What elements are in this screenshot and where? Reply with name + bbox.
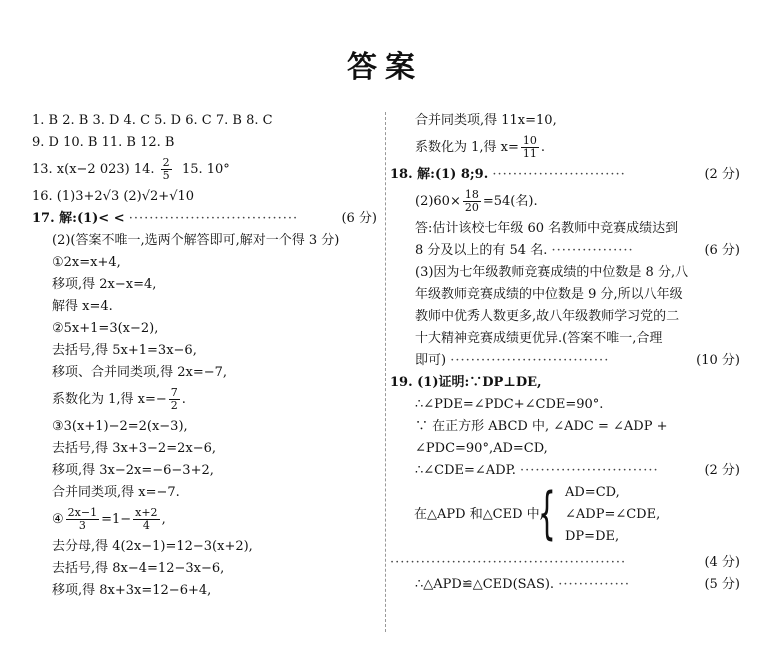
solution-step: (3)因为七年级教师竞赛成绩的中位数是 8 分,八 xyxy=(415,265,689,280)
step-text: ④ xyxy=(52,512,64,527)
solution-step: 去括号,得 5x+1=3x−6, xyxy=(52,343,197,358)
solution-step: 系数化为 1,得 x= $\frac{10}{11}$ . xyxy=(415,134,546,160)
solution-step xyxy=(390,186,740,218)
q17-label: 17. 解:(1)< < xyxy=(32,211,125,226)
score-mark: (5 分) xyxy=(704,577,740,592)
leader-dots: ·············································· xyxy=(390,555,627,570)
column-divider xyxy=(385,112,386,632)
solution-step: ②5x+1=3(x−2), xyxy=(52,321,159,336)
score-mark: (6 分) xyxy=(704,243,740,258)
step-text: 8 分及以上的有 54 名. xyxy=(415,243,548,258)
left-brace-icon: { xyxy=(538,481,556,546)
solution-step: 年级教师竞赛成绩的中位数是 9 分,所以八年级 xyxy=(415,287,683,302)
answers-13-14: 13. x(x−2 023) 14. xyxy=(32,162,155,177)
answer-line-9-12: 9. D 10. B 11. B 12. B xyxy=(32,135,175,150)
q19-heading: 19. (1)证明:∵DP⊥DE, xyxy=(390,375,542,390)
step-text: =54(名). xyxy=(482,194,538,209)
fraction-denominator: 5 xyxy=(162,169,170,182)
solution-step xyxy=(390,240,740,262)
condition: ∠ADP=∠CDE, xyxy=(565,507,661,522)
solution-step: 移项、合并同类项,得 2x=−7, xyxy=(52,365,228,380)
solution-step: 去括号,得 3x+3−2=2x−6, xyxy=(52,441,216,456)
right-column xyxy=(390,110,740,596)
solution-step: 十大精神竞赛成绩更优异.(答案不唯一,合理 xyxy=(415,331,663,346)
fraction-14 xyxy=(161,157,172,182)
fraction-denominator: 2 xyxy=(170,399,178,412)
solution-step: ∠PDC=90°,AD=CD, xyxy=(415,441,548,456)
step-text: ∴△APD≌△CED(SAS). xyxy=(415,577,555,592)
leader-dots: ······························· xyxy=(450,353,610,368)
fraction-numerator: 7 xyxy=(170,386,178,399)
solution-step: 解得 x=4. xyxy=(52,299,113,314)
solution-step: 合并同类项,得 11x=10, xyxy=(415,113,557,128)
score-line xyxy=(390,552,740,574)
solution-step: 答:估计该校七年级 60 名教师中竞赛成绩达到 xyxy=(415,221,679,236)
solution-step: 移项,得 2x−x=4, xyxy=(52,277,157,292)
solution-step: ③3(x+1)−2=2(x−3), xyxy=(52,419,188,434)
leader-dots: ················ xyxy=(551,243,634,258)
solution-step: 去分母,得 4(2x−1)=12−3(x+2), xyxy=(52,539,253,554)
fraction-numerator: x+2 xyxy=(135,506,158,519)
fraction-denominator: 3 xyxy=(78,519,86,532)
left-column xyxy=(32,110,377,602)
answer-line-16: 16. (1)3+2√3 (2)√2+√10 xyxy=(32,189,195,204)
answer-line-1-8: 1. B 2. B 3. D 4. C 5. D 6. C 7. B 8. C xyxy=(32,113,273,128)
solution-step: ①2x=x+4, xyxy=(52,255,121,270)
fraction-numerator: 10 xyxy=(522,134,537,147)
solution-step xyxy=(390,350,740,372)
step-text: 即可) xyxy=(415,353,447,368)
fraction-numerator: 2x−1 xyxy=(67,506,98,519)
step-text: 系数化为 1,得 x=− xyxy=(52,392,167,407)
q17-note: (2)(答案不唯一,选两个解答即可,解对一个得 3 分) xyxy=(52,233,340,248)
q17-heading xyxy=(32,208,377,230)
solution-step: 去括号,得 8x−4=12−3x−6, xyxy=(52,561,225,576)
solution-step: 移项,得 3x−2x=−6−3+2, xyxy=(52,463,214,478)
step-text: ∴∠CDE=∠ADP. xyxy=(415,463,516,478)
equation-system xyxy=(390,482,740,552)
system-lead-text: 在△APD 和△CED 中, xyxy=(414,507,544,522)
fraction-denominator: 11 xyxy=(522,147,537,160)
solution-step: ④ $\frac{2x-1}{3}$ =1− $\frac{x+2}{4}$ , xyxy=(52,506,166,532)
q18-label: 18. 解:(1) 8;9. xyxy=(390,167,489,182)
system-conditions xyxy=(565,482,660,548)
page-title: 答案 xyxy=(347,50,423,85)
condition: AD=CD, xyxy=(565,485,620,500)
score-mark: (10 分) xyxy=(696,353,740,368)
q18-heading xyxy=(390,164,740,186)
answer-15: 15. 10° xyxy=(181,162,230,177)
step-text: =1− xyxy=(101,512,132,527)
step-text: 系数化为 1,得 x= xyxy=(415,140,519,155)
fraction xyxy=(66,507,99,532)
fraction-numerator: 2 xyxy=(162,156,170,169)
condition: DP=DE, xyxy=(565,529,620,544)
score-mark: (2 分) xyxy=(704,167,740,182)
fraction xyxy=(169,387,180,412)
fraction-denominator: 20 xyxy=(464,201,479,214)
score-mark: (6 分) xyxy=(341,211,377,226)
step-text: (2)60× xyxy=(415,194,461,209)
fraction xyxy=(521,135,539,160)
leader-dots: ································· xyxy=(128,211,299,226)
solution-step: 移项,得 8x+3x=12−6+4, xyxy=(52,583,212,598)
solution-step: 教师中优秀人数更多,故八年级教师学习党的二 xyxy=(415,309,680,324)
answer-line-13-15 xyxy=(32,154,377,186)
leader-dots: ··························· xyxy=(520,463,659,478)
solution-step: 合并同类项,得 x=−7. xyxy=(52,485,180,500)
solution-step xyxy=(390,574,740,596)
leader-dots: ·············· xyxy=(558,577,631,592)
fraction-numerator: 18 xyxy=(464,188,479,201)
leader-dots: ·························· xyxy=(492,167,626,182)
solution-step: ∵ 在正方形 ABCD 中, ∠ADC = ∠ADP + xyxy=(415,419,668,434)
fraction xyxy=(463,189,481,214)
score-mark: (4 分) xyxy=(704,555,740,570)
score-mark: (2 分) xyxy=(704,463,740,478)
solution-step: 系数化为 1,得 x=− $\frac{7}{2}$ . xyxy=(52,386,186,412)
fraction-denominator: 4 xyxy=(142,519,150,532)
solution-step xyxy=(390,460,740,482)
fraction xyxy=(133,507,159,532)
solution-step: ∴∠PDE=∠PDC+∠CDE=90°. xyxy=(415,397,604,412)
